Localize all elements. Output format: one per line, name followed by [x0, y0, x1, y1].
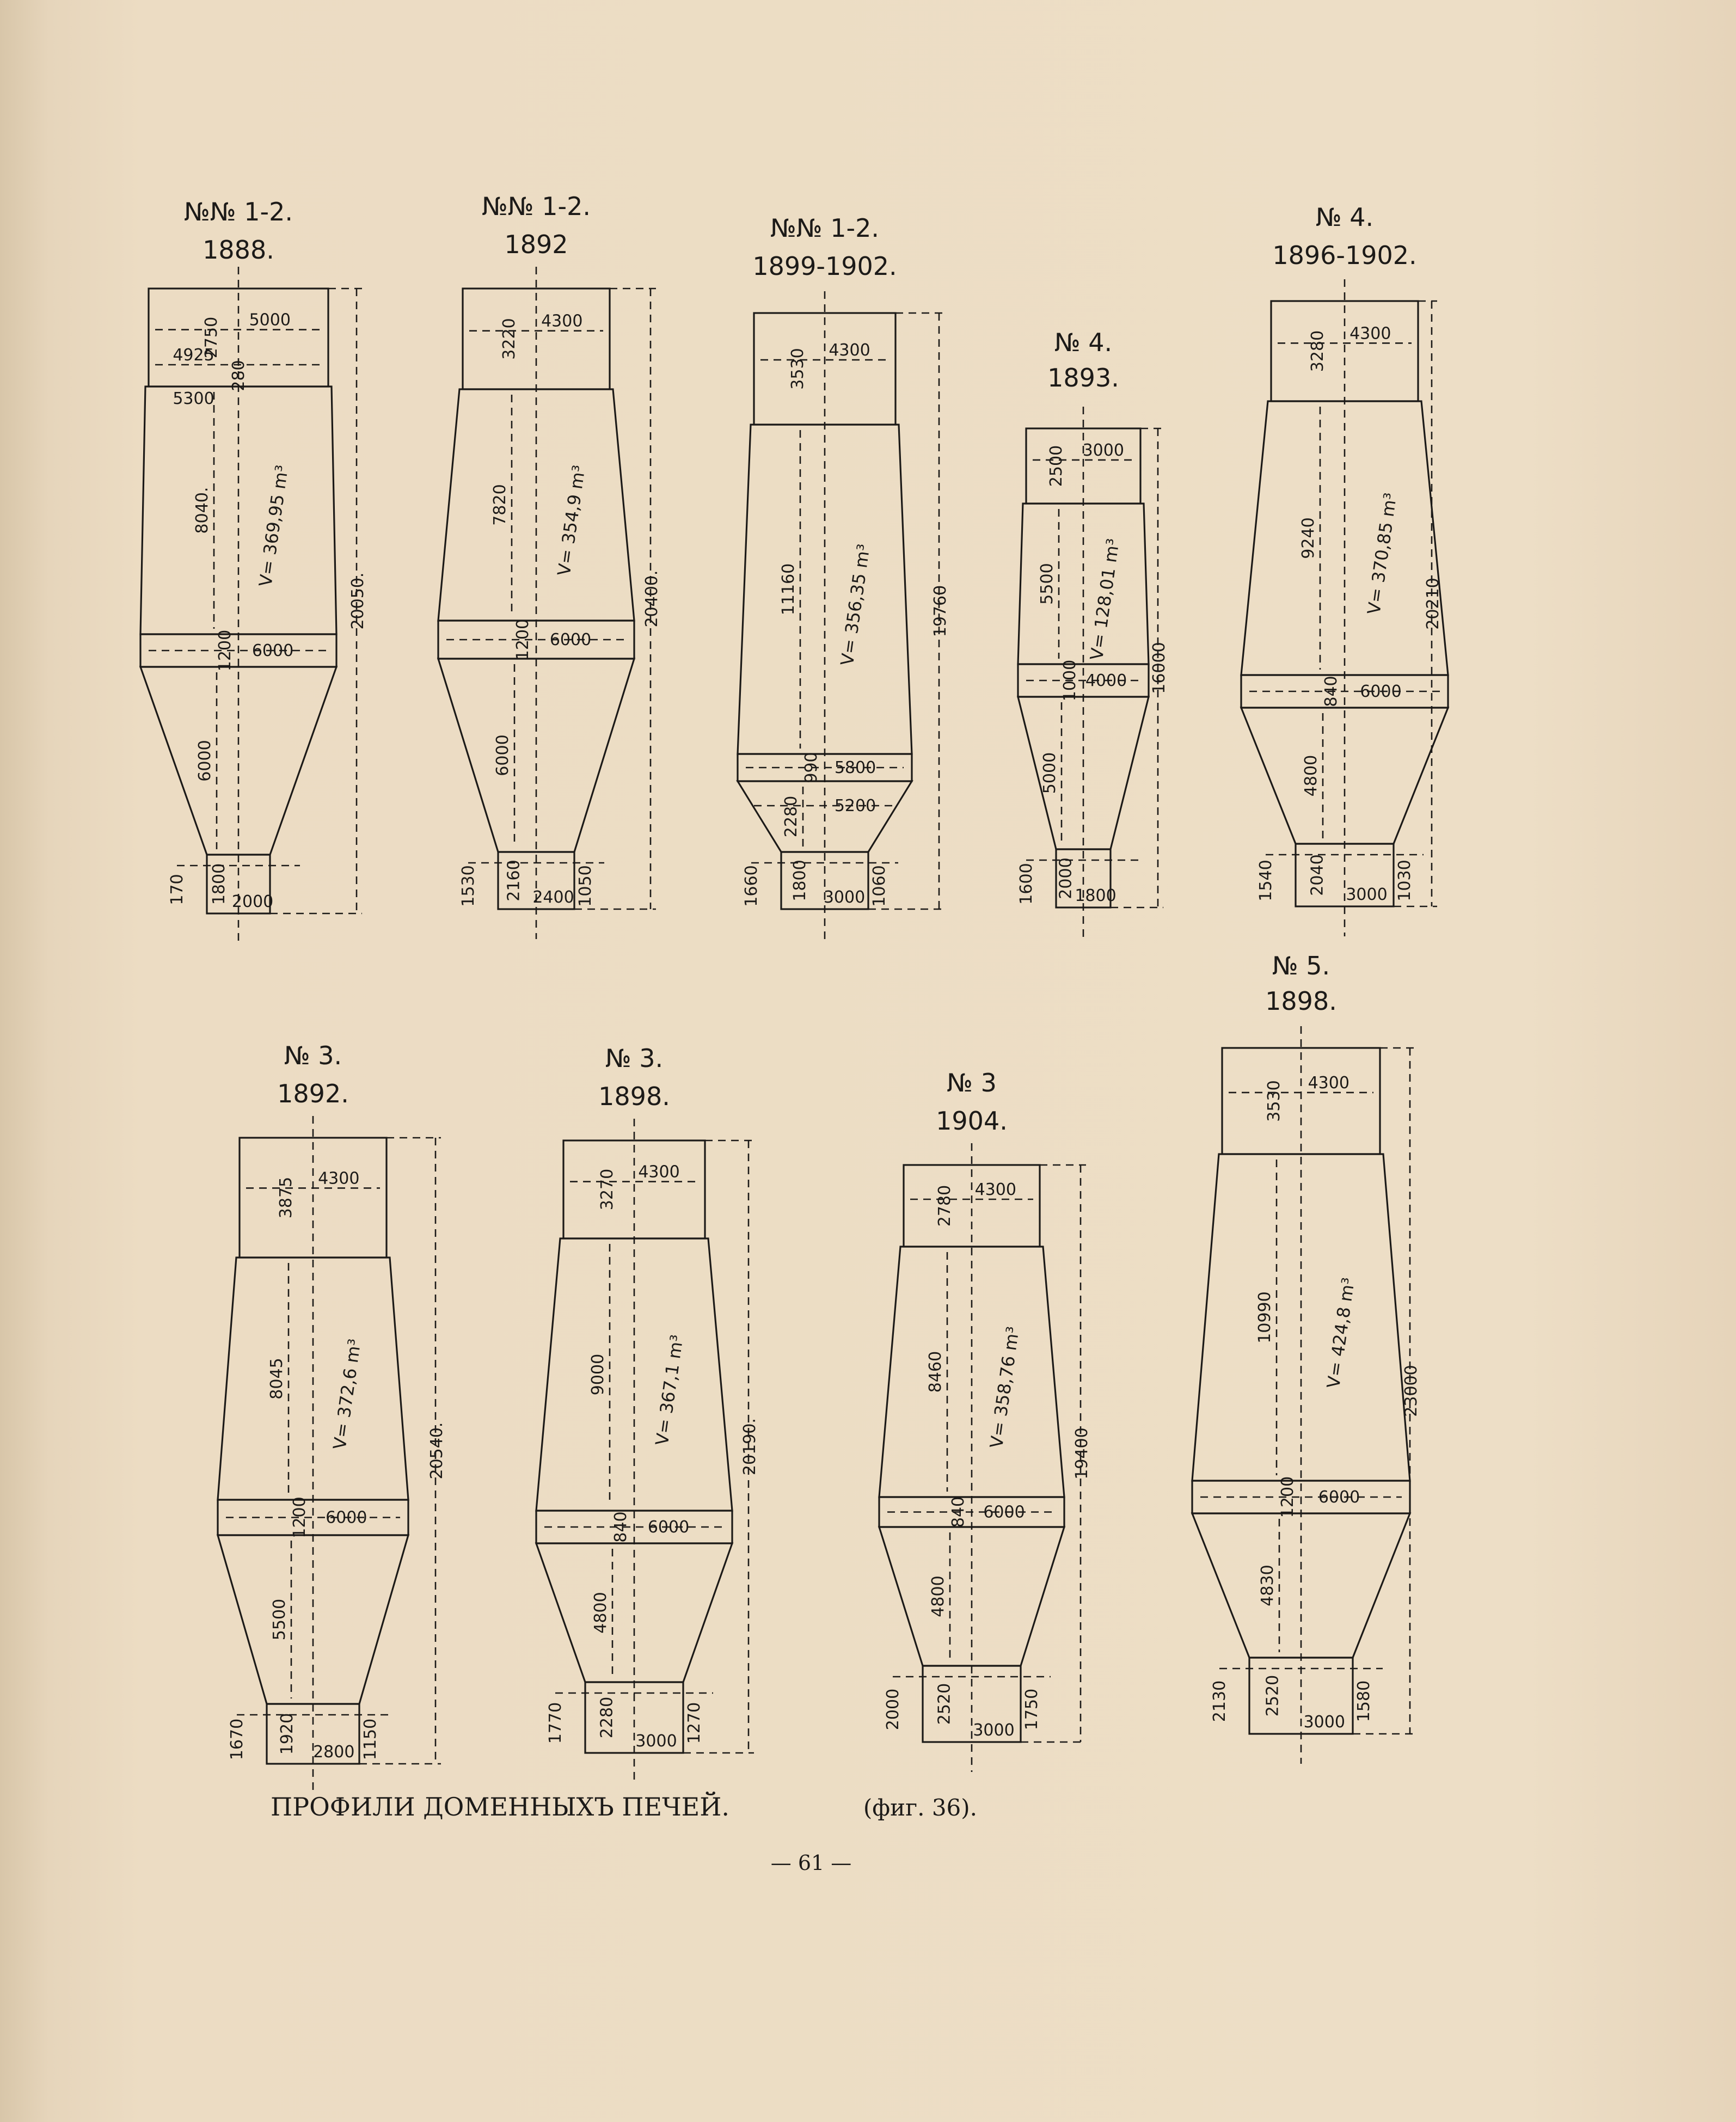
throat-outline	[754, 313, 895, 425]
bosh-diameter-label: 6000	[1360, 682, 1402, 701]
hearth-diameter-label: 3000	[1346, 885, 1388, 904]
bosh-band-height-label: 1200	[1278, 1476, 1297, 1518]
hearth-side-label: 1600	[1017, 863, 1036, 905]
bosh-diameter-label-2: 5200	[834, 796, 876, 815]
furnace-year: 1898.	[1265, 986, 1337, 1016]
furnace-profile	[1017, 328, 1169, 937]
bosh-cone-height-label: 4800	[591, 1592, 610, 1634]
furnace-number: № 5.	[1272, 951, 1330, 980]
hearth-side-label: 1770	[546, 1702, 565, 1744]
furnace-profile	[738, 213, 950, 939]
throat-height-label: 3280	[1308, 330, 1327, 372]
plate-caption: ПРОФИЛИ ДОМЕННЫХЪ ПЕЧЕЙ.	[271, 1792, 729, 1822]
throat-diameter-label: 4300	[541, 311, 583, 331]
throat-diameter-label: 4300	[638, 1162, 680, 1182]
throat-diameter-label-3: 5300	[173, 389, 214, 408]
throat-diameter-label: 4300	[318, 1169, 360, 1188]
hearth-height-label: 2520	[1263, 1675, 1283, 1717]
bosh-diameter-label: 6000	[1318, 1488, 1360, 1507]
hearth-side-label: 1540	[1256, 860, 1275, 901]
furnace-profile	[536, 1044, 759, 1783]
furnace-year: 1888.	[203, 235, 274, 265]
hearth-diameter-label: 3000	[1303, 1713, 1345, 1732]
furnace-year: 1896-1902.	[1272, 241, 1417, 270]
throat-height-label: 3530	[788, 348, 807, 390]
hearth-side-label-2: 1750	[1022, 1688, 1041, 1731]
hearth-diameter-label: 2400	[532, 888, 574, 907]
furnace-year: 1893.	[1047, 363, 1119, 392]
furnace-year: 1892	[504, 230, 568, 259]
hearth-side-label-2: 1580	[1354, 1680, 1373, 1722]
hearth-height-label: 1800	[209, 863, 229, 905]
shaft-height-label: 10990	[1255, 1291, 1274, 1344]
bosh-cone-outline	[1192, 1513, 1410, 1658]
figure-reference: (фиг. 36).	[863, 1794, 977, 1821]
furnace-profile	[1192, 951, 1421, 1764]
volume-label: V= 128,01 m³	[1086, 537, 1124, 662]
shaft-height-label: 9000	[588, 1353, 608, 1396]
total-height-label: 20050.	[348, 572, 367, 630]
hearth-side-label: 170	[168, 874, 187, 905]
bosh-band-height-label: 840	[611, 1511, 630, 1543]
furnace-profile	[140, 197, 367, 943]
furnace-year: 1899-1902.	[752, 252, 897, 281]
volume-label: V= 424,8 m³	[1323, 1276, 1359, 1390]
bosh-diameter-label: 6000	[549, 630, 592, 649]
volume-label: V= 369,95 m³	[255, 463, 293, 588]
total-height-label: 16000	[1150, 642, 1169, 694]
volume-label: V= 354,9 m³	[553, 463, 590, 577]
bosh-band-height-label: 840	[1322, 676, 1341, 707]
hearth-side-label: 1530	[459, 865, 478, 907]
hearth-side-label-2: 1150	[361, 1718, 380, 1761]
furnace-profile	[438, 192, 661, 939]
hearth-height-label: 2040	[1308, 854, 1327, 896]
bosh-cone-height-label: 5500	[270, 1598, 289, 1641]
total-height-label: 19760	[931, 585, 950, 637]
hearth-diameter-label: 1800	[1075, 886, 1117, 905]
total-height-label: 20210	[1424, 578, 1443, 630]
page-number: — 61 —	[770, 1851, 852, 1875]
throat-diameter-label: 4300	[974, 1180, 1016, 1199]
throat-outline	[904, 1165, 1040, 1247]
volume-label: V= 356,35 m³	[836, 542, 874, 667]
furnace-number: № 4.	[1315, 203, 1374, 232]
hearth-side-label-2: 1030	[1395, 860, 1414, 901]
throat-height-label: 3875	[277, 1176, 296, 1219]
total-height-label: 19400	[1072, 1427, 1091, 1480]
hearth-height-label: 1920	[277, 1713, 297, 1755]
bosh-band-height-label: 990	[802, 752, 821, 783]
bosh-cone-height-label: 2280	[782, 795, 801, 838]
throat-height-label: 2780	[935, 1185, 954, 1227]
total-height-label: 20540.	[427, 1422, 446, 1480]
shaft-outline	[738, 425, 912, 754]
bosh-diameter-label: 5800	[834, 758, 876, 777]
hearth-diameter-label: 3000	[635, 1732, 677, 1751]
total-height-label: 20190.	[740, 1418, 759, 1475]
hearth-side-label-2: 1060	[870, 865, 889, 907]
hearth-side-label: 2000	[884, 1688, 903, 1731]
total-height-label: 23000	[1402, 1365, 1421, 1417]
furnace-number: №№ 1-2.	[770, 213, 880, 243]
furnace-number: № 4.	[1054, 328, 1113, 357]
hearth-height-label: 1800	[790, 860, 809, 901]
hearth-side-label: 1660	[742, 865, 761, 907]
bosh-band-height-label: 1000	[1060, 659, 1079, 702]
furnace-year: 1892.	[277, 1079, 349, 1108]
bosh-diameter-label: 6000	[251, 641, 294, 660]
shaft-height-label: 9240	[1299, 517, 1318, 559]
throat-height-label: 2750	[202, 316, 221, 359]
bosh-band-height-label: 1200	[290, 1497, 309, 1538]
bosh-diameter-label: 4000	[1085, 671, 1127, 690]
hearth-height-label: 2000	[1056, 857, 1076, 899]
furnace-profile	[218, 1041, 446, 1794]
furnace-number: № 3.	[605, 1044, 664, 1073]
throat-height-label-2: 280	[229, 360, 248, 391]
bosh-diameter-label: 6000	[983, 1502, 1025, 1522]
furnace-number: №№ 1-2.	[183, 197, 293, 226]
hearth-height-label: 2280	[597, 1696, 617, 1739]
total-height-label: 20400.	[642, 570, 661, 628]
volume-label: V= 372,6 m³	[329, 1337, 365, 1451]
throat-diameter-label: 3000	[1082, 440, 1124, 460]
furnace-profile	[879, 1068, 1091, 1772]
shaft-height-label: 5500	[1038, 563, 1057, 605]
hearth-side-label: 2130	[1210, 1680, 1229, 1722]
shaft-height-label: 8460	[926, 1351, 945, 1393]
shaft-height-label: 8045	[267, 1358, 286, 1400]
bosh-cone-height-label: 6000	[493, 734, 512, 776]
throat-height-label: 3530	[1265, 1080, 1284, 1122]
bosh-cone-outline	[140, 667, 336, 855]
bosh-cone-height-label: 6000	[195, 740, 214, 782]
shaft-height-label: 7820	[490, 484, 510, 526]
throat-diameter-label-2: 4925	[173, 346, 214, 365]
throat-height-label: 3220	[500, 318, 519, 360]
hearth-side-label: 1670	[228, 1718, 247, 1761]
throat-height-label: 2500	[1047, 445, 1066, 487]
throat-height-label: 3270	[598, 1168, 617, 1211]
bosh-diameter-label: 6000	[647, 1518, 690, 1537]
furnace-number: № 3.	[284, 1041, 342, 1070]
hearth-diameter-label: 3000	[973, 1721, 1015, 1740]
volume-label: V= 358,76 m³	[986, 1325, 1023, 1450]
bosh-diameter-label: 6000	[326, 1508, 367, 1528]
shaft-height-label: 11160	[779, 563, 798, 616]
throat-diameter-label: 5000	[249, 310, 291, 330]
bosh-cone-height-label: 4830	[1258, 1565, 1277, 1606]
hearth-side-label-2: 1050	[576, 865, 595, 907]
hearth-diameter-label: 2800	[313, 1743, 355, 1762]
volume-label: V= 370,85 m³	[1363, 491, 1401, 616]
hearth-diameter-label: 2000	[231, 892, 274, 911]
shaft-height-label: 8040.	[193, 487, 212, 534]
bosh-band-height-label: 1200	[216, 629, 235, 672]
hearth-side-label-2: 1270	[685, 1702, 704, 1744]
furnace-year: 1898.	[598, 1082, 670, 1111]
hearth-height-label: 2520	[935, 1683, 954, 1725]
furnace-year: 1904.	[936, 1106, 1008, 1136]
bosh-cone-height-label: 4800	[929, 1575, 948, 1617]
hearth-height-label: 2160	[504, 860, 524, 901]
profiles-layer	[140, 192, 1448, 1794]
throat-diameter-label: 4300	[829, 341, 870, 360]
throat-diameter-label: 4300	[1349, 324, 1391, 344]
furnace-profile	[1241, 203, 1448, 936]
bosh-band-height-label: 840	[949, 1496, 968, 1528]
hearth-diameter-label: 3000	[823, 888, 866, 907]
volume-label: V= 367,1 m³	[651, 1333, 688, 1447]
bosh-band-height-label: 1200	[513, 618, 532, 661]
throat-diameter-label: 4300	[1308, 1073, 1349, 1093]
bosh-cone-height-label: 5000	[1040, 752, 1059, 794]
bosh-cone-height-label: 4800	[1302, 755, 1321, 797]
furnace-number: №№ 1-2.	[481, 192, 591, 221]
furnace-number: № 3	[947, 1068, 997, 1097]
